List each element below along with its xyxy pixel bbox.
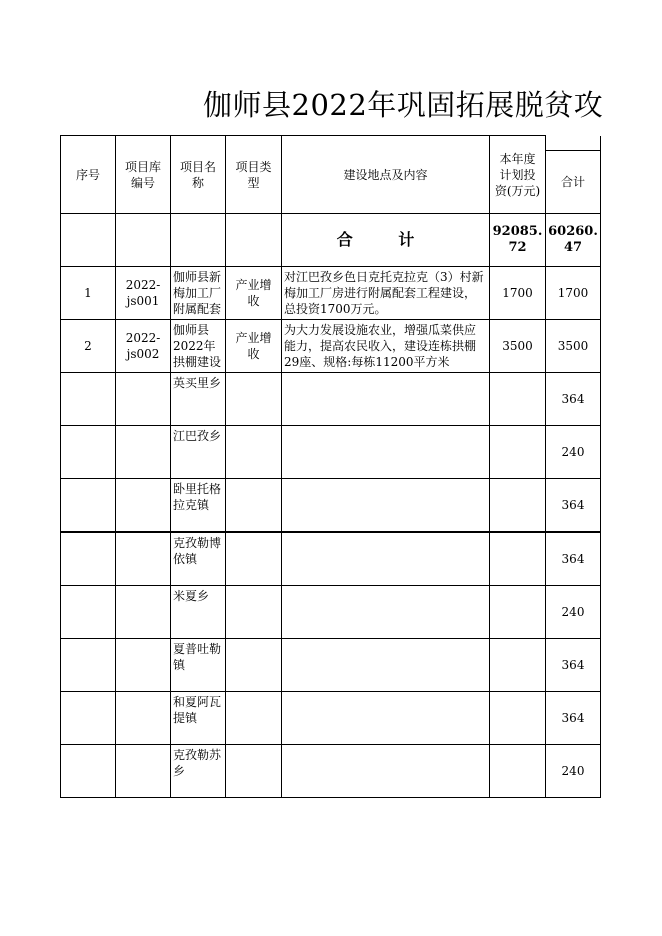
cell-seq — [61, 373, 116, 426]
cell-seq — [61, 479, 116, 533]
cell-type — [226, 479, 282, 533]
table-row — [61, 639, 601, 692]
header-plan: 本年度计划投资(万元) — [490, 136, 546, 214]
cell-total: 364 — [546, 532, 601, 586]
header-content: 建设地点及内容 — [282, 136, 490, 214]
summary-total: 60260.47 — [546, 214, 601, 267]
cell-type — [226, 373, 282, 426]
cell-total: 364 — [546, 373, 601, 426]
cell-name: 和夏阿瓦提镇 — [171, 692, 226, 745]
cell-type — [226, 692, 282, 745]
cell-name: 英买里乡 — [171, 373, 226, 426]
cell-plan — [490, 692, 546, 745]
cell-code: 2022-js001 — [116, 267, 171, 320]
table-row — [61, 267, 601, 320]
table-row — [61, 479, 601, 533]
cell-content — [282, 639, 490, 692]
cell-content — [282, 532, 490, 586]
cell-code: 2022-js002 — [116, 320, 171, 373]
cell-plan: 1700 — [490, 267, 546, 320]
summary-row — [61, 214, 601, 267]
summary-plan: 92085.72 — [490, 214, 546, 267]
cell-name: 米夏乡 — [171, 586, 226, 639]
header-type: 项目类型 — [226, 136, 282, 214]
cell-total: 364 — [546, 692, 601, 745]
cell-name: 伽师县2022年拱棚建设 — [171, 320, 226, 373]
cell-type — [226, 426, 282, 479]
cell-content — [282, 426, 490, 479]
cell-total: 364 — [546, 479, 601, 533]
cell-type — [226, 745, 282, 798]
page-title: 伽师县2022年巩固拓展脱贫攻 — [203, 88, 604, 122]
cell-seq: 2 — [61, 320, 116, 373]
cell-content — [282, 692, 490, 745]
cell-seq — [61, 745, 116, 798]
cell-name: 伽师县新梅加工厂附属配套 — [171, 267, 226, 320]
cell-plan — [490, 479, 546, 533]
project-table — [60, 135, 601, 798]
cell-plan — [490, 639, 546, 692]
cell-type — [226, 639, 282, 692]
cell-seq — [61, 426, 116, 479]
cell-content — [282, 745, 490, 798]
cell-total: 240 — [546, 745, 601, 798]
cell-total: 3500 — [546, 320, 601, 373]
table-row — [61, 532, 601, 586]
cell-type: 产业增收 — [226, 320, 282, 373]
table-row — [61, 586, 601, 639]
cell-name: 克孜勒博依镇 — [171, 532, 226, 586]
cell-code — [116, 745, 171, 798]
header-total: 合计 — [546, 136, 601, 214]
cell-code — [116, 426, 171, 479]
cell-code — [116, 692, 171, 745]
cell-content — [282, 586, 490, 639]
cell-name: 夏普吐勒镇 — [171, 639, 226, 692]
cell-code — [116, 479, 171, 533]
table-row — [61, 745, 601, 798]
cell-content: 对江巴孜乡色日克托克拉克（3）村新梅加工厂房进行附属配套工程建设，总投资1700万元。 — [282, 267, 490, 320]
cell-code — [116, 586, 171, 639]
cell-plan — [490, 586, 546, 639]
cell-seq: 1 — [61, 267, 116, 320]
cell-total: 364 — [546, 639, 601, 692]
header-code: 项目库编号 — [116, 136, 171, 214]
table-row — [61, 426, 601, 479]
cell-seq — [61, 586, 116, 639]
table-row — [61, 320, 601, 373]
cell-content: 为大力发展设施农业，增强瓜菜供应能力，提高农民收入，建设连栋拱棚29座、规格:每栋11200平方米 — [282, 320, 490, 373]
cell-total: 240 — [546, 586, 601, 639]
cell-plan — [490, 373, 546, 426]
cell-plan — [490, 426, 546, 479]
cell-plan — [490, 532, 546, 586]
cell-seq — [61, 532, 116, 586]
cell-plan: 3500 — [490, 320, 546, 373]
cell-name: 卧里托格拉克镇 — [171, 479, 226, 533]
cell-total: 1700 — [546, 267, 601, 320]
table-row — [61, 373, 601, 426]
cell-content — [282, 479, 490, 533]
cell-content — [282, 373, 490, 426]
cell-name: 克孜勒苏乡 — [171, 745, 226, 798]
cell-type — [226, 586, 282, 639]
cell-seq — [61, 692, 116, 745]
cell-code — [116, 373, 171, 426]
header-seq: 序号 — [61, 136, 116, 214]
header-name: 项目名称 — [171, 136, 226, 214]
cell-code — [116, 639, 171, 692]
cell-total: 240 — [546, 426, 601, 479]
cell-code — [116, 532, 171, 586]
cell-type — [226, 532, 282, 586]
table-row — [61, 692, 601, 745]
cell-type: 产业增收 — [226, 267, 282, 320]
summary-label: 合 计 — [282, 214, 490, 267]
cell-plan — [490, 745, 546, 798]
cell-name: 江巴孜乡 — [171, 426, 226, 479]
cell-seq — [61, 639, 116, 692]
